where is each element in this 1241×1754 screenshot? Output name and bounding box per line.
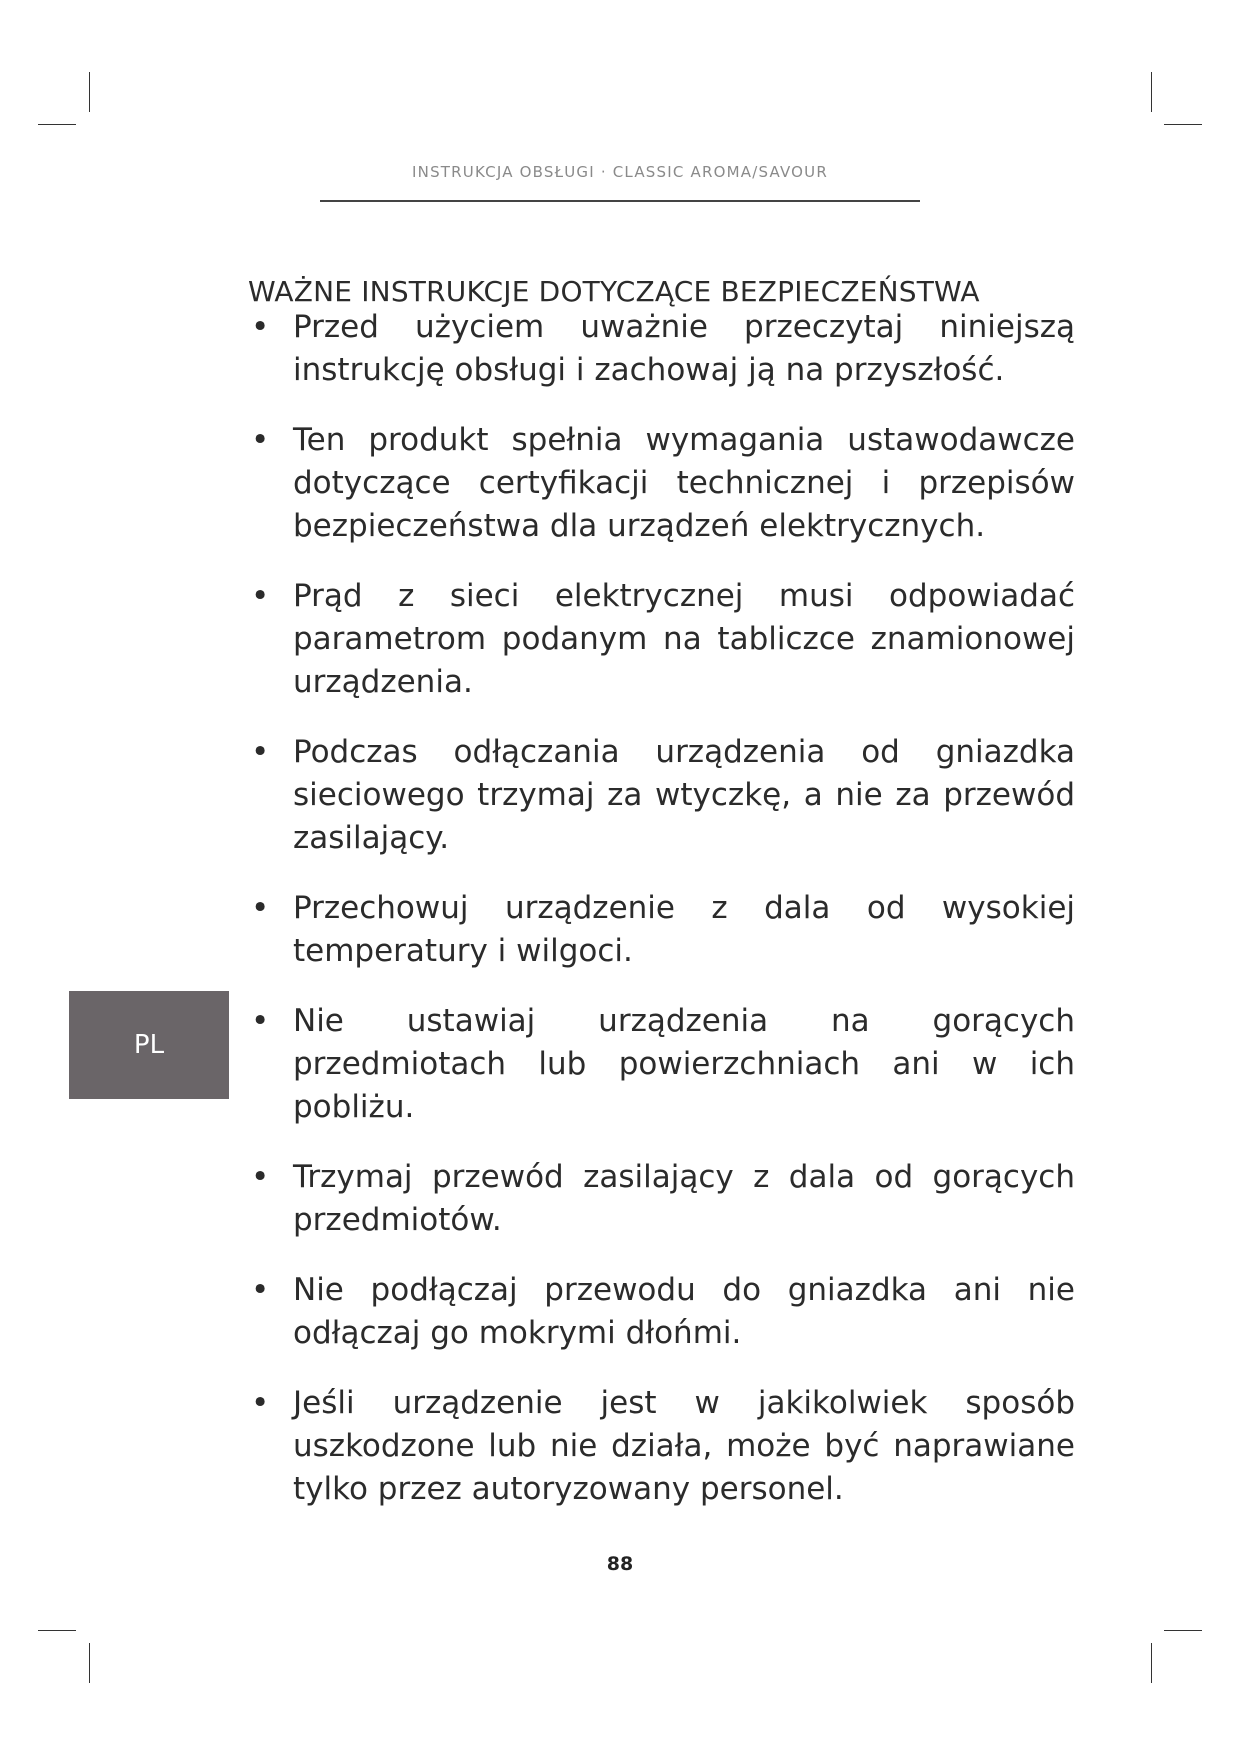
language-tab-label: PL bbox=[133, 1030, 165, 1060]
crop-mark-bottom-right-v bbox=[1151, 1643, 1152, 1683]
list-item bbox=[245, 419, 1075, 548]
list-item bbox=[245, 1382, 1075, 1511]
running-header: INSTRUKCJA OBSŁUGI · CLASSIC AROMA/SAVOUR bbox=[412, 163, 828, 181]
safety-instructions-list bbox=[245, 306, 1075, 1538]
list-item bbox=[245, 575, 1075, 704]
bullet-icon: • bbox=[251, 1159, 270, 1195]
header-divider bbox=[320, 200, 920, 202]
list-item bbox=[245, 731, 1075, 860]
crop-mark-top-left-h bbox=[38, 124, 76, 125]
list-item-text: Prąd z sieci elektrycznej musi odpowiadać parametrom podanym na tabliczce znamionowej urządzenia. bbox=[293, 578, 1075, 700]
list-item-text: Nie podłączaj przewodu do gniazdka ani nie odłączaj go mokrymi dłońmi. bbox=[293, 1272, 1075, 1351]
crop-mark-top-right-v bbox=[1151, 72, 1152, 112]
language-tab bbox=[69, 991, 229, 1099]
bullet-icon: • bbox=[251, 734, 270, 770]
list-item bbox=[245, 1156, 1075, 1242]
list-item-text: Nie ustawiaj urządzenia na gorących przedmiotach lub powierzchniach ani w ich pobliżu. bbox=[293, 1003, 1075, 1125]
list-item-text: Przechowuj urządzenie z dala od wysokiej temperatury i wilgoci. bbox=[293, 890, 1075, 969]
bullet-icon: • bbox=[251, 890, 270, 926]
list-item bbox=[245, 1269, 1075, 1355]
bullet-icon: • bbox=[251, 1272, 270, 1308]
bullet-icon: • bbox=[251, 1003, 270, 1039]
bullet-icon: • bbox=[251, 1385, 270, 1421]
bullet-icon: • bbox=[251, 422, 270, 458]
list-item bbox=[245, 306, 1075, 392]
list-item-text: Ten produkt spełnia wymagania ustawodawcze dotyczące certyfikacji technicznej i przepisów bezpieczeństwa dla urządzeń elektrycznych. bbox=[293, 422, 1075, 544]
list-item-text: Przed użyciem uważnie przeczytaj niniejszą instrukcję obsługi i zachowaj ją na przyszłość. bbox=[293, 309, 1075, 388]
list-item bbox=[245, 887, 1075, 973]
crop-mark-top-right-h bbox=[1164, 124, 1202, 125]
bullet-icon: • bbox=[251, 309, 270, 345]
crop-mark-bottom-right-h bbox=[1164, 1630, 1202, 1631]
crop-mark-bottom-left-h bbox=[38, 1630, 76, 1631]
list-item bbox=[245, 1000, 1075, 1129]
crop-mark-bottom-left-v bbox=[89, 1643, 90, 1683]
list-item-text: Podczas odłączania urządzenia od gniazdka sieciowego trzymaj za wtyczkę, a nie za przewód zasilający. bbox=[293, 734, 1075, 856]
bullet-icon: • bbox=[251, 578, 270, 614]
list-item-text: Trzymaj przewód zasilający z dala od gorących przedmiotów. bbox=[293, 1159, 1075, 1238]
section-title: WAŻNE INSTRUKCJE DOTYCZĄCE BEZPIECZEŃSTWA bbox=[248, 274, 980, 308]
page-number: 88 bbox=[606, 1553, 634, 1575]
crop-mark-top-left-v bbox=[89, 72, 90, 112]
list-item-text: Jeśli urządzenie jest w jakikolwiek sposób uszkodzone lub nie działa, może być naprawiane tylko przez autoryzowany personel. bbox=[293, 1385, 1075, 1507]
